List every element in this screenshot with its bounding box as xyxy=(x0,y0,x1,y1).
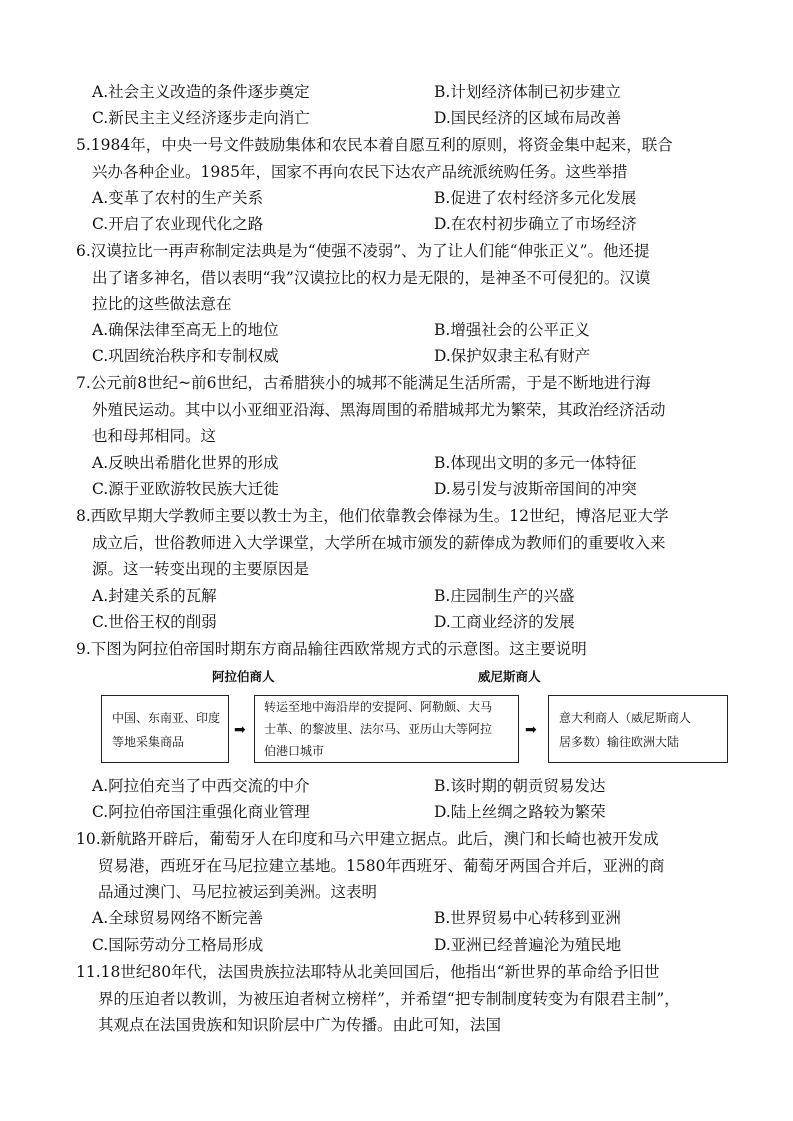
q7-stem-line-2: 外殖民运动。其中以小亚细亚沿海、黑海周围的希腊城邦尤为繁荣，其政治经济活动 xyxy=(92,401,666,419)
option-a: A.社会主义改造的条件逐步奠定 xyxy=(92,83,310,101)
q10-option-c: C.国际劳动分工格局形成 xyxy=(92,936,264,954)
q10-option-a: A.全球贸易网络不断完善 xyxy=(92,909,264,927)
diagram-box-1-line-1: 中国、东南亚、印度 xyxy=(112,711,221,725)
q8-stem-line-2: 成立后，世俗教师进入大学课堂，大学所在城市颁发的薪俸成为教师们的重要收入来 xyxy=(92,534,666,552)
q8-option-c: C.世俗王权的削弱 xyxy=(92,613,217,631)
q6-stem-line-1: 6.汉谟拉比一再声称制定法典是为“使强不凌弱”、为了让人们能“伸张正义”。他还提 xyxy=(76,242,650,260)
diagram-box-2-line-3: 伯港口城市 xyxy=(264,744,325,758)
q10-stem-line-3: 品通过澳门、马尼拉被运到美洲。这表明 xyxy=(98,883,378,901)
arrow-right-icon: ➡ xyxy=(234,722,246,738)
diagram-box-2-line-1: 转运至地中海沿岸的安提阿、阿勒颇、大马 xyxy=(264,700,493,714)
arrow-right-icon: ➡ xyxy=(525,722,537,738)
q9-option-d: D.陆上丝绸之路较为繁荣 xyxy=(434,803,606,821)
q9-option-b: B.该时期的朝贡贸易发达 xyxy=(434,777,606,795)
q7-stem-line-1: 7.公元前8世纪~前6世纪，古希腊狭小的城邦不能满足生活所需，于是不断地进行海 xyxy=(76,374,651,392)
q8-stem-line-3: 源。这一转变出现的主要原因是 xyxy=(92,560,310,578)
option-d: D.国民经济的区域布局改善 xyxy=(434,109,622,127)
q6-option-d: D.保护奴隶主私有财产 xyxy=(434,347,591,365)
q5-option-a: A.变革了农村的生产关系 xyxy=(92,189,264,207)
q7-option-d: D.易引发与波斯帝国间的冲突 xyxy=(434,480,637,498)
q7-option-b: B.体现出文明的多元一体特征 xyxy=(434,454,637,472)
q5-stem-line-2: 兴办各种企业。1985年，国家不再向农民下达农产品统派统购任务。这些举措 xyxy=(92,163,628,181)
q8-option-a: A.封建关系的瓦解 xyxy=(92,587,217,605)
diagram-box-3-line-2: 居多数）输往欧洲大陆 xyxy=(559,735,680,749)
q5-option-d: D.在农村初步确立了市场经济 xyxy=(434,215,637,233)
q5-stem-line-1: 5.1984年，中央一号文件鼓励集体和农民本着自愿互利的原则，将资金集中起来，联合 xyxy=(76,136,673,154)
q8-option-d: D.工商业经济的发展 xyxy=(434,613,575,631)
q5-option-c: C.开启了农业现代化之路 xyxy=(92,215,264,233)
diagram-box-2-line-2: 士革、的黎波里、法尔马、亚历山大等阿拉 xyxy=(264,722,493,736)
q10-stem-line-1: 10.新航路开辟后，葡萄牙人在印度和马六甲建立据点。此后，澳门和长崎也被开发成 xyxy=(76,830,659,848)
q11-stem-line-3: 其观点在法国贵族和知识阶层中广为传播。由此可知，法国 xyxy=(98,1016,502,1034)
q6-option-c: C.巩固统治秩序和专制权威 xyxy=(92,347,279,365)
q11-stem-line-1: 11.18世纪80年代，法国贵族拉法耶特从北美回国后，他指出“新世界的革命给予旧世 xyxy=(76,963,660,981)
q7-option-c: C.源于亚欧游牧民族大迁徙 xyxy=(92,480,279,498)
q7-option-a: A.反映出希腊化世界的形成 xyxy=(92,454,279,472)
q6-stem-line-3: 拉比的这些做法意在 xyxy=(92,295,232,313)
q9-option-c: C.阿拉伯帝国注重强化商业管理 xyxy=(92,803,310,821)
diagram-box-venetian-export xyxy=(548,695,728,763)
q9-stem-line-1: 9.下图为阿拉伯帝国时期东方商品输往西欧常规方式的示意图。这主要说明 xyxy=(76,640,587,658)
diagram-box-arab-ports xyxy=(254,695,519,763)
diagram-box-1-line-2: 等地采集商品 xyxy=(112,735,185,749)
diagram-box-3-line-1: 意大利商人（威尼斯商人 xyxy=(559,711,692,725)
q6-stem-line-2: 出了诸多神名，借以表明“我”汉谟拉比的权力是无限的，是神圣不可侵犯的。汉谟 xyxy=(92,269,651,287)
q5-option-b: B.促进了农村经济多元化发展 xyxy=(434,189,637,207)
option-b: B.计划经济体制已初步建立 xyxy=(434,83,621,101)
q9-option-a: A.阿拉伯充当了中西交流的中介 xyxy=(92,777,310,795)
diagram-label-venetian-merchants: 威尼斯商人 xyxy=(478,669,541,684)
q10-stem-line-2: 贸易港，西班牙在马尼拉建立基地。1580年西班牙、葡萄牙两国合并后，亚洲的商 xyxy=(98,857,665,875)
q10-option-d: D.亚洲已经普遍沦为殖民地 xyxy=(434,936,622,954)
option-c: C.新民主主义经济逐步走向消亡 xyxy=(92,109,310,127)
q8-option-b: B.庄园制生产的兴盛 xyxy=(434,587,575,605)
diagram-box-collect-goods xyxy=(101,695,229,763)
diagram-label-arab-merchants: 阿拉伯商人 xyxy=(212,669,275,684)
q10-option-b: B.世界贸易中心转移到亚洲 xyxy=(434,909,621,927)
q11-stem-line-2: 界的压迫者以教训，为被压迫者树立榜样”，并希望“把专制制度转变为有限君主制”， xyxy=(98,990,680,1008)
q6-option-b: B.增强社会的公平正义 xyxy=(434,321,590,339)
q8-stem-line-1: 8.西欧早期大学教师主要以教士为主，他们依靠教会俸禄为生。12世纪，博洛尼亚大学 xyxy=(76,507,669,525)
q6-option-a: A.确保法律至高无上的地位 xyxy=(92,321,279,339)
q7-stem-line-3: 也和母邦相同。这 xyxy=(92,427,217,445)
